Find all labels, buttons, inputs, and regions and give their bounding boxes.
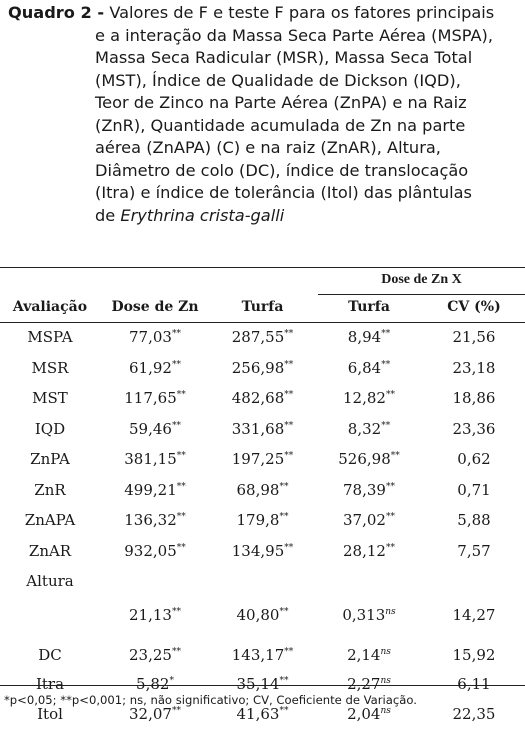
turfa-value: 143,17** bbox=[231, 645, 294, 664]
turfa-value: 197,25** bbox=[231, 450, 294, 469]
table-row bbox=[0, 505, 525, 536]
dose-value: 59,46** bbox=[129, 419, 181, 438]
turfa-value: 68,98** bbox=[236, 480, 289, 499]
table-caption bbox=[8, 2, 520, 227]
cv-value: 6,11 bbox=[457, 675, 491, 694]
cv-value: 18,86 bbox=[452, 389, 496, 408]
caption-line: (Itra) e índice de tolerância (Itol) das plântulas bbox=[95, 183, 472, 202]
turfa-value: 134,95** bbox=[231, 541, 294, 560]
column-header: Turfa bbox=[348, 299, 390, 315]
caption-line: e a interação da Massa Seca Parte Aérea (MSPA), bbox=[95, 25, 493, 45]
group-header-label: Dose de Zn X bbox=[381, 272, 462, 287]
table-row bbox=[0, 640, 525, 670]
cv-value: 5,88 bbox=[457, 511, 491, 530]
interaction-value: 8,94** bbox=[347, 328, 391, 347]
row-label: Itol bbox=[37, 704, 63, 723]
species-name: Erythrina crista-galli bbox=[120, 205, 285, 225]
column-header: CV (%) bbox=[447, 299, 501, 315]
caption-line: Massa Seca Radicular (MSR), Massa Seca Total bbox=[95, 48, 473, 67]
caption-line: (ZnR), Quantidade acumulada de Zn na parte bbox=[95, 115, 466, 135]
interaction-value: 6,84** bbox=[347, 358, 391, 377]
turfa-value: 35,14** bbox=[236, 675, 289, 694]
table-body bbox=[0, 322, 525, 729]
cv-value: 21,56 bbox=[452, 328, 496, 347]
caption-label: Quadro 2 - bbox=[8, 3, 105, 22]
dose-value: 23,25** bbox=[129, 645, 181, 664]
row-label: MSR bbox=[31, 358, 69, 377]
row-label: IQD bbox=[34, 419, 66, 438]
cv-value: 0,62 bbox=[457, 450, 491, 469]
cv-value: 23,36 bbox=[452, 419, 496, 438]
table-row bbox=[0, 536, 525, 567]
turfa-value: 482,68** bbox=[231, 389, 294, 408]
row-label: ZnAPA bbox=[24, 511, 76, 530]
row-label: DC bbox=[38, 645, 62, 664]
caption-line bbox=[8, 205, 520, 228]
interaction-value: $0,313^{ns}$ bbox=[342, 606, 396, 624]
interaction-value: 28,12** bbox=[343, 541, 395, 560]
group-header-rule bbox=[318, 294, 525, 295]
dose-value: 77,03** bbox=[129, 328, 181, 347]
caption-text: Valores de F e teste F para os fatores principais bbox=[109, 3, 495, 22]
dose-value: 499,21** bbox=[124, 480, 186, 499]
column-header: Dose de Zn bbox=[111, 299, 199, 315]
dose-value: 381,15** bbox=[124, 450, 186, 469]
turfa-value: 331,68** bbox=[231, 419, 294, 438]
row-label: ZnAR bbox=[28, 541, 72, 560]
row-label: ZnR bbox=[34, 480, 66, 499]
interaction-value: $2,27^{ns}$ bbox=[347, 675, 391, 694]
interaction-value: $2,04^{ns}$ bbox=[347, 704, 391, 723]
table-header-row bbox=[0, 299, 525, 315]
turfa-value: 40,80** bbox=[236, 606, 289, 624]
interaction-value: 8,32** bbox=[347, 419, 391, 438]
table-row bbox=[0, 322, 525, 353]
footnote: *p<0,05; **p<0,001; ns, não significativo; CV, Coeficiente de Variação. bbox=[4, 693, 417, 707]
dose-value: 21,13** bbox=[129, 606, 181, 624]
row-label: Altura bbox=[26, 572, 74, 590]
interaction-value: $2,14^{ns}$ bbox=[347, 645, 391, 664]
column-header: Turfa bbox=[241, 299, 284, 315]
group-header bbox=[318, 272, 525, 290]
caption-line: (MST), Índice de Qualidade de Dickson (IQD), bbox=[95, 70, 461, 90]
cv-value: 0,71 bbox=[457, 480, 491, 499]
interaction-value: 37,02** bbox=[343, 511, 395, 530]
cv-value: 7,57 bbox=[457, 541, 491, 560]
caption-line: aérea (ZnAPA) (C) e na raiz (ZnAR), Altura, bbox=[95, 138, 441, 157]
table-row bbox=[0, 353, 525, 384]
turfa-value: 41,63** bbox=[236, 704, 289, 723]
cv-value: 23,18 bbox=[452, 358, 496, 377]
turfa-value: 256,98** bbox=[231, 358, 294, 377]
caption-line: Diâmetro de colo (DC), índice de translocação bbox=[95, 160, 469, 180]
row-label: ZnPA bbox=[30, 450, 70, 469]
interaction-value: 12,82** bbox=[343, 389, 395, 408]
dose-value: 136,32** bbox=[124, 511, 186, 530]
interaction-value: 78,39** bbox=[343, 480, 395, 499]
cv-value: 14,27 bbox=[452, 606, 496, 624]
table-row bbox=[0, 566, 525, 628]
caption-text: de bbox=[95, 205, 121, 225]
table-row bbox=[0, 383, 525, 414]
cv-value: 15,92 bbox=[452, 645, 496, 664]
dose-value: 5,82* bbox=[136, 675, 174, 694]
caption-line bbox=[8, 2, 520, 25]
table-row bbox=[0, 444, 525, 475]
dose-value: 61,92** bbox=[129, 358, 181, 377]
table-row bbox=[0, 414, 525, 445]
row-label: Itra bbox=[35, 675, 65, 694]
dose-value: 32,07** bbox=[129, 704, 181, 723]
caption-line: Teor de Zinco na Parte Aérea (ZnPA) e na Raiz bbox=[95, 93, 467, 112]
interaction-value: 526,98** bbox=[338, 450, 400, 469]
dose-value: 932,05** bbox=[124, 541, 186, 560]
row-label: MST bbox=[32, 389, 68, 408]
turfa-value: 287,55** bbox=[231, 328, 294, 347]
column-header: Avaliação bbox=[12, 299, 88, 315]
dose-value: 117,65** bbox=[124, 389, 186, 408]
turfa-value: 179,8** bbox=[236, 511, 289, 530]
cv-value: 22,35 bbox=[452, 704, 496, 723]
table-top-rule bbox=[0, 267, 525, 268]
row-label: MSPA bbox=[27, 328, 73, 347]
table-row bbox=[0, 475, 525, 506]
